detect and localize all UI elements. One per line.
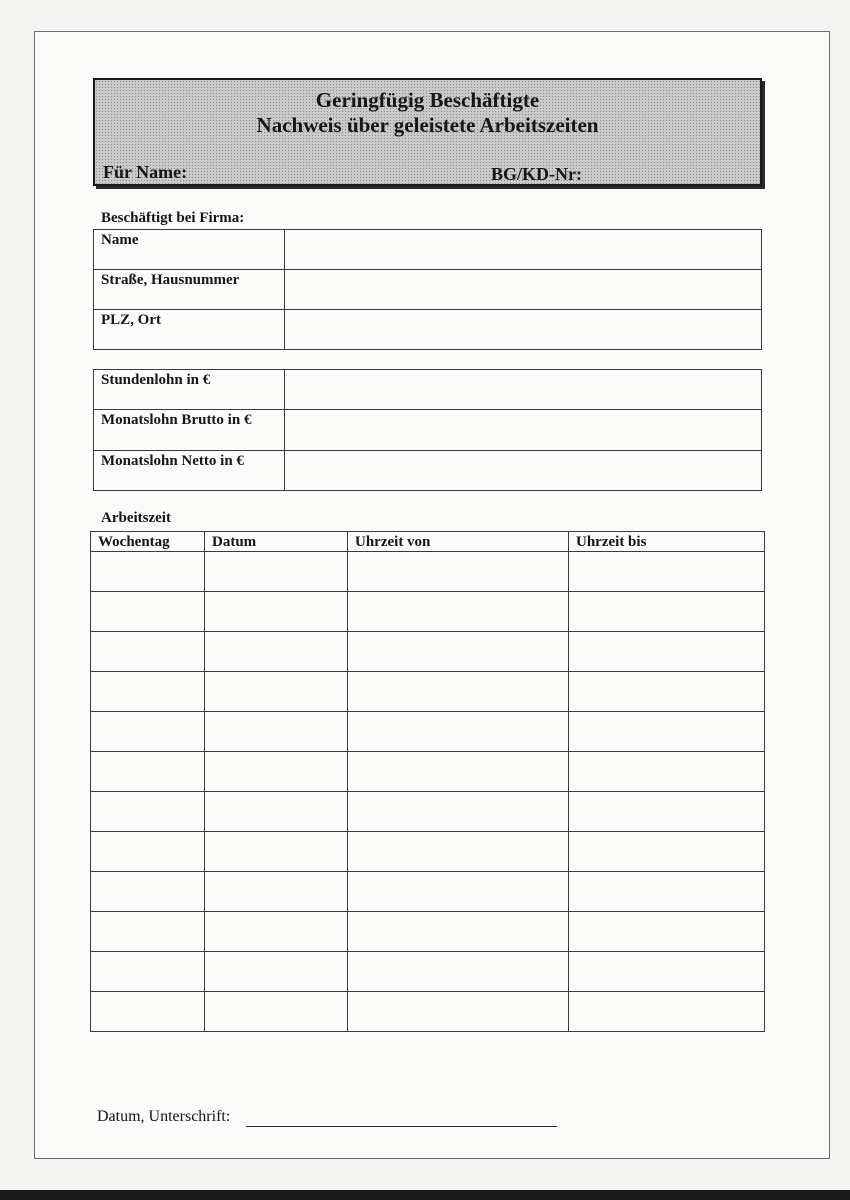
table-header-row [91,532,765,552]
employer-table [93,229,762,350]
date-cell[interactable] [205,952,348,992]
table-row [94,230,762,270]
signature-line[interactable] [246,1126,557,1127]
employer-name-field[interactable] [285,230,762,270]
column-header-date: Datum [205,532,348,552]
table-row [94,270,762,310]
gross-monthly-wage-field[interactable] [285,410,762,451]
wage-table [93,369,762,491]
form-title: Geringfügig Beschäftigte [315,88,540,112]
date-cell[interactable] [205,552,348,592]
time-to-cell[interactable] [569,912,765,952]
time-from-cell[interactable] [348,952,569,992]
weekday-cell[interactable] [91,912,205,952]
time-to-cell[interactable] [569,592,765,632]
time-to-cell[interactable] [569,952,765,992]
worktime-section-label: Arbeitszeit [101,510,171,526]
time-to-cell[interactable] [569,552,765,592]
employer-street-label: Straße, Hausnummer [94,270,285,310]
time-to-cell[interactable] [569,992,765,1032]
weekday-cell[interactable] [91,632,205,672]
worktime-table [90,531,765,1032]
time-to-cell[interactable] [569,672,765,712]
weekday-cell[interactable] [91,672,205,712]
employer-name-label: Name [94,230,285,270]
weekday-cell[interactable] [91,992,205,1032]
time-from-cell[interactable] [348,592,569,632]
hourly-wage-field[interactable] [285,370,762,410]
date-cell[interactable] [205,912,348,952]
time-from-cell[interactable] [348,792,569,832]
weekday-cell[interactable] [91,872,205,912]
weekday-cell[interactable] [91,792,205,832]
weekday-cell[interactable] [91,592,205,632]
table-row [91,912,765,952]
weekday-cell[interactable] [91,712,205,752]
time-to-cell[interactable] [569,752,765,792]
name-field-label: Für Name: [103,162,188,182]
form-subtitle: Nachweis über geleistete Arbeitszeiten [256,113,599,137]
time-to-cell[interactable] [569,872,765,912]
table-row [94,451,762,491]
table-row [91,592,765,632]
date-cell[interactable] [205,632,348,672]
time-from-cell[interactable] [348,912,569,952]
time-to-cell[interactable] [569,792,765,832]
column-header-time-from: Uhrzeit von [348,532,569,552]
employer-city-field[interactable] [285,310,762,350]
date-cell[interactable] [205,752,348,792]
date-cell[interactable] [205,712,348,752]
time-to-cell[interactable] [569,632,765,672]
signature-label: Datum, Unterschrift: [97,1108,231,1125]
table-row [94,310,762,350]
gross-monthly-wage-label: Monatslohn Brutto in € [94,410,285,451]
time-from-cell[interactable] [348,832,569,872]
time-to-cell[interactable] [569,832,765,872]
time-from-cell[interactable] [348,752,569,792]
date-cell[interactable] [205,872,348,912]
hourly-wage-label: Stundenlohn in € [94,370,285,410]
table-row [91,952,765,992]
net-monthly-wage-label: Monatslohn Netto in € [94,451,285,491]
table-row [91,832,765,872]
date-cell[interactable] [205,832,348,872]
net-monthly-wage-field[interactable] [285,451,762,491]
table-row [91,752,765,792]
time-from-cell[interactable] [348,712,569,752]
weekday-cell[interactable] [91,752,205,792]
time-from-cell[interactable] [348,552,569,592]
column-header-weekday: Wochentag [91,532,205,552]
weekday-cell[interactable] [91,832,205,872]
header-box [93,78,762,186]
table-row [91,792,765,832]
time-from-cell[interactable] [348,992,569,1032]
date-cell[interactable] [205,672,348,712]
table-row [91,712,765,752]
time-from-cell[interactable] [348,672,569,712]
table-row [91,632,765,672]
table-row [91,992,765,1032]
employer-city-label: PLZ, Ort [94,310,285,350]
date-cell[interactable] [205,992,348,1032]
bg-kd-number-label: BG/KD-Nr: [491,164,582,184]
employer-street-field[interactable] [285,270,762,310]
date-cell[interactable] [205,792,348,832]
weekday-cell[interactable] [91,552,205,592]
table-row [91,552,765,592]
table-row [91,672,765,712]
weekday-cell[interactable] [91,952,205,992]
table-row [91,872,765,912]
table-row [94,410,762,451]
employer-section-label: Beschäftigt bei Firma: [101,210,245,226]
scan-border [0,1190,850,1200]
time-from-cell[interactable] [348,872,569,912]
date-cell[interactable] [205,592,348,632]
column-header-time-to: Uhrzeit bis [569,532,765,552]
time-from-cell[interactable] [348,632,569,672]
time-to-cell[interactable] [569,712,765,752]
table-row [94,370,762,410]
